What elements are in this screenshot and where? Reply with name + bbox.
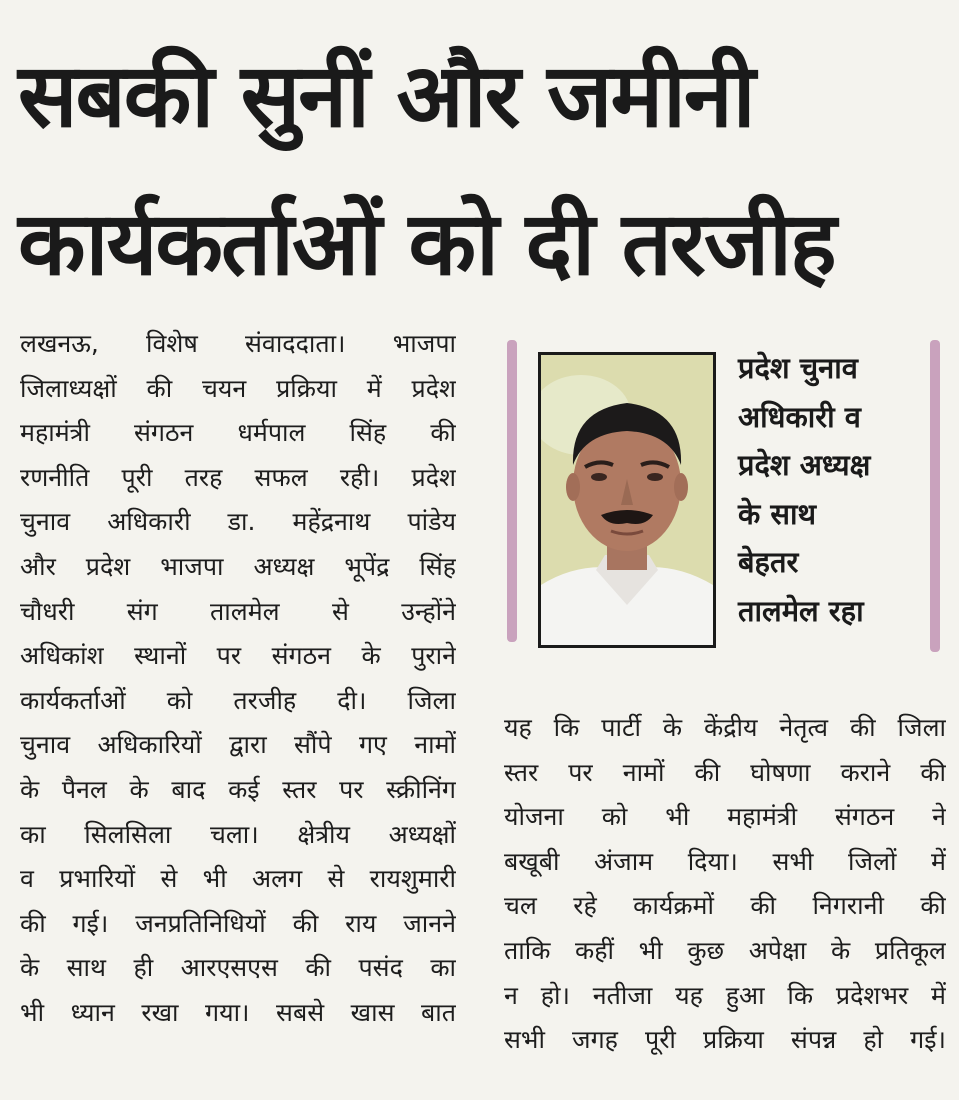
portrait-photo [538,352,716,648]
body-line: महामंत्री संगठन धर्मपाल सिंह की [20,418,456,448]
body-line: के साथ ही आरएसएस की पसंद का [20,953,456,983]
quote-box-bar-right [930,340,940,652]
article-column-left [20,322,456,1036]
body-line: और प्रदेश भाजपा अध्यक्ष भूपेंद्र सिंह [20,551,456,581]
body-line: चौधरी संग तालमेल से उन्होंने [20,596,456,626]
body-line: का सिलसिला चला। क्षेत्रीय अध्यक्षों [20,819,456,849]
body-line: चुनाव अधिकारियों द्वारा सौंपे गए नामों [20,730,456,760]
body-line: भी ध्यान रखा गया। सबसे खास बात [20,997,456,1027]
body-line: अधिकांश स्थानों पर संगठन के पुराने [20,641,456,671]
body-line: स्तर पर नामों की घोषणा कराने की [504,757,946,787]
body-line: ताकि कहीं भी कुछ अपेक्षा के प्रतिकूल [504,935,946,965]
pull-quote-line: बेहतर [738,545,799,579]
body-line: चुनाव अधिकारी डा. महेंद्रनाथ पांडेय [20,507,456,537]
headline-line-2: कार्यकर्ताओं को दी तरजीह [18,192,835,295]
pull-quote-line: प्रदेश अध्यक्ष [738,448,871,482]
body-line: यह कि पार्टी के केंद्रीय नेतृत्व की जिला [504,713,946,742]
body-line: के पैनल के बाद कई स्तर पर स्क्रीनिंग [20,774,456,804]
portrait-illustration [541,355,713,645]
body-line: कार्यकर्ताओं को तरजीह दी। जिला [20,685,456,715]
pull-quote [738,344,924,635]
article-column-right [504,706,946,1063]
headline [18,22,948,318]
headline-line-1: सबकी सुनीं और जमीनी [18,44,754,147]
pull-quote-line: प्रदेश चुनाव [738,351,858,385]
body-line: सभी जगह पूरी प्रक्रिया संपन्न हो गई। [504,1025,946,1055]
body-line: की गई। जनप्रतिनिधियों की राय जानने [20,908,456,938]
body-line: न हो। नतीजा यह हुआ कि प्रदेशभर में [504,980,946,1010]
body-line: लखनऊ, विशेष संवाददाता। भाजपा [20,329,456,358]
body-line: बखूबी अंजाम दिया। सभी जिलों में [504,846,946,876]
body-line: व प्रभारियों से भी अलग से रायशुमारी [20,864,456,894]
body-line: जिलाध्यक्षों की चयन प्रक्रिया में प्रदेश [20,373,456,403]
body-line: रणनीति पूरी तरह सफल रही। प्रदेश [20,462,456,492]
pull-quote-line: तालमेल रहा [738,593,864,628]
quote-box-bar-left [507,340,517,642]
pull-quote-line: के साथ [738,496,817,531]
pull-quote-line: अधिकारी व [738,399,861,434]
body-line: योजना को भी महामंत्री संगठन ने [504,802,946,832]
body-line: चल रहे कार्यक्रमों की निगरानी की [504,891,946,921]
